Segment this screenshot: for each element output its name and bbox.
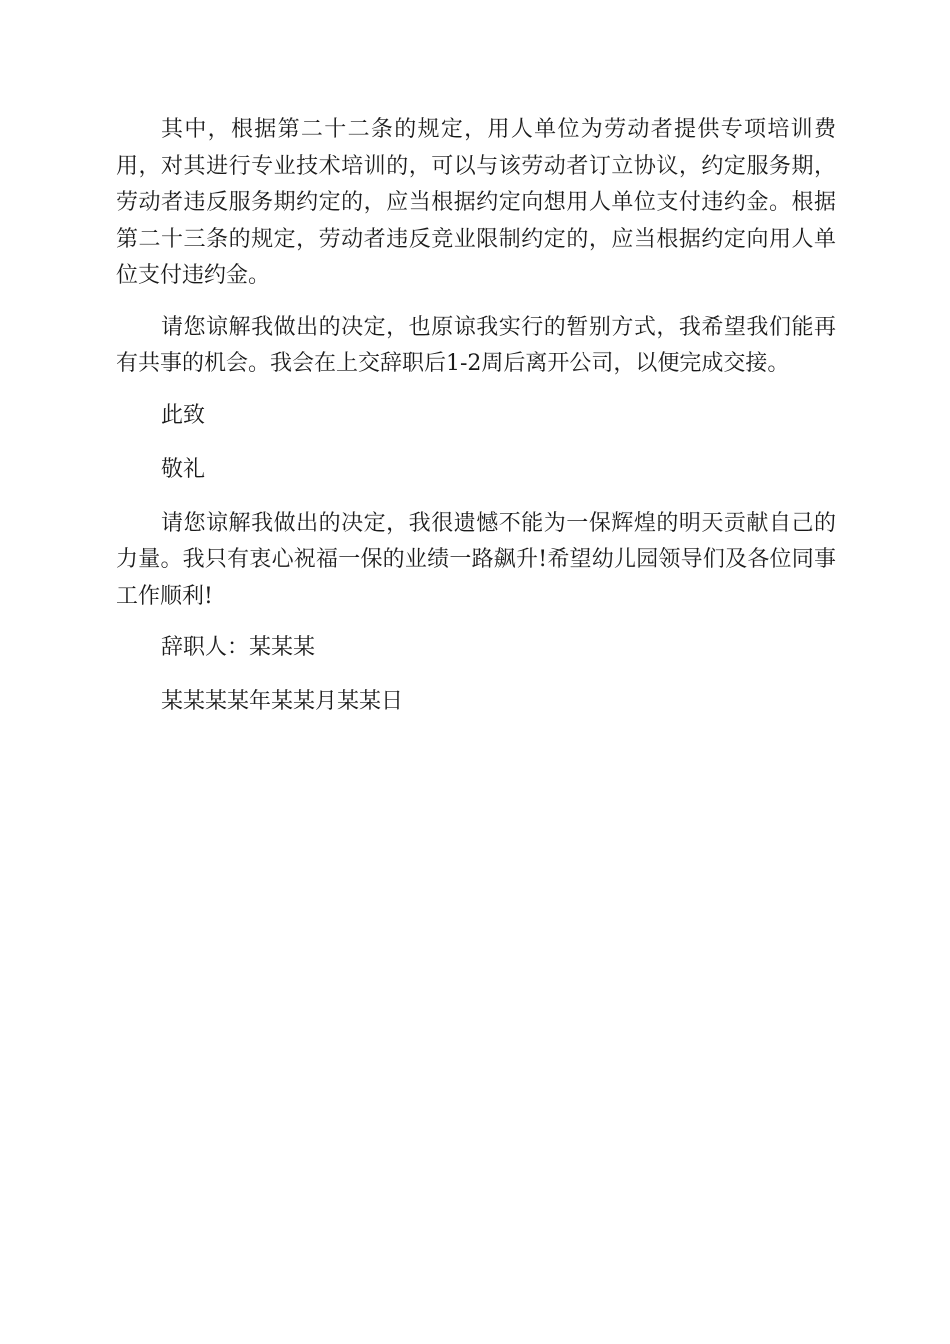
signature-line: 辞职人：某某某 (161, 635, 316, 660)
paragraph-contract-clauses: 其中，根据第二十二条的规定，用人单位为劳动者提供专项培训费用，对其进行专业技术培训的，可以与该劳动者订立协议，约定服务期，劳动者违反服务期约定的，应当根据约定向想用人单位支付违约金。根据第二十三条的规定，劳动者违反竞业限制约定的，应当根据约定向用人单位支付违约金。 (116, 117, 836, 288)
paragraph-request-understanding: 请您谅解我做出的决定，也原谅我实行的暂别方式，我希望我们能再有共事的机会。我会在上交辞职后1-2周后离开公司，以便完成交接。 (116, 314, 836, 376)
letter-body (116, 112, 836, 738)
date-line: 某某某某年某某月某某日 (161, 689, 404, 714)
closing-regards: 敬礼 (161, 456, 206, 482)
closing-salutation: 此致 (161, 402, 206, 428)
paragraph-best-wishes: 请您谅解我做出的决定，我很遗憾不能为一保辉煌的明天贡献自己的力量。我只有衷心祝福一保的业绩一路飙升!希望幼儿园领导们及各位同事工作顺利! (116, 510, 836, 609)
